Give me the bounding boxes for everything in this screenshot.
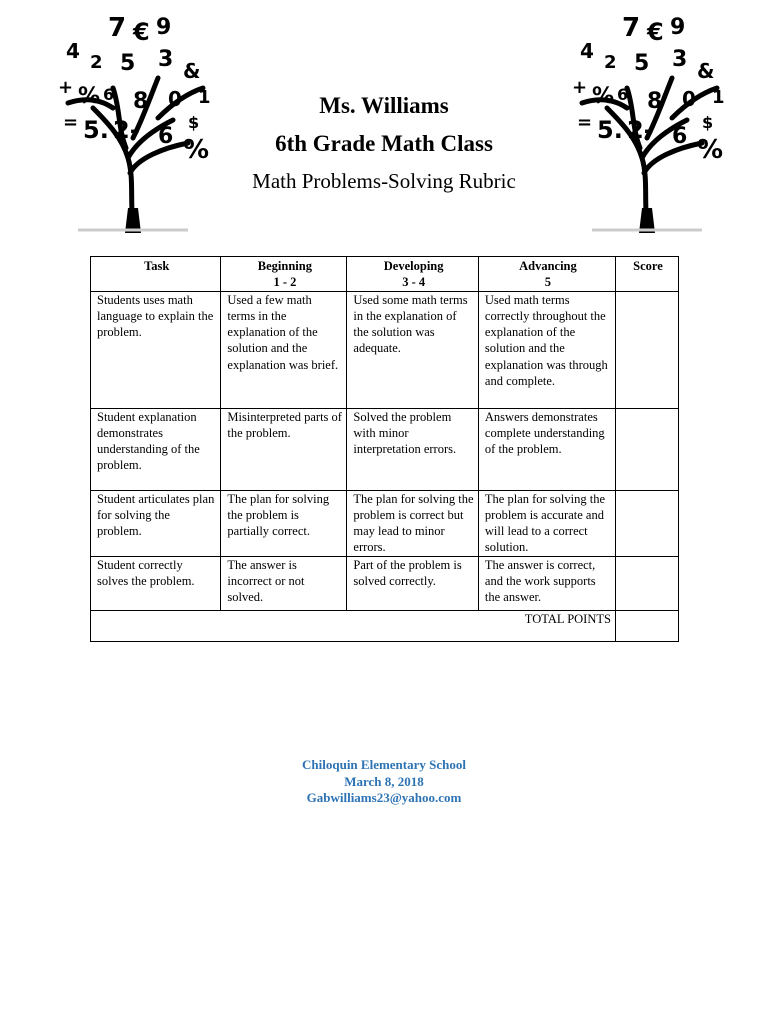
- score-cell[interactable]: [615, 490, 678, 556]
- number-tree-right-graphic: [552, 8, 742, 233]
- header-developing: [347, 257, 479, 292]
- tree-glyph: 7: [622, 13, 641, 43]
- tree-glyph: %: [78, 84, 101, 109]
- table-row: [91, 408, 679, 490]
- tree-glyph: 4: [580, 39, 594, 63]
- tree-glyph: 5.: [597, 116, 623, 144]
- task-cell: Student correctly solves the problem.: [91, 556, 221, 610]
- header-developing-label: Developing: [383, 259, 444, 273]
- developing-cell: Part of the problem is solved correctly.: [347, 556, 479, 610]
- header-advancing-range: 5: [544, 275, 552, 290]
- school-name: Chiloquin Elementary School: [302, 757, 466, 772]
- tree-glyph: 2-: [627, 116, 654, 144]
- tree-glyph: 3: [672, 47, 688, 72]
- document-date: March 8, 2018: [344, 773, 424, 789]
- score-cell[interactable]: [615, 408, 678, 490]
- tree-glyph: €: [647, 18, 664, 46]
- number-tree-right-icon: [552, 8, 742, 233]
- tree-glyph: €: [133, 18, 150, 46]
- total-row: [91, 610, 679, 641]
- advancing-cell: The plan for solving the problem is accurate and will lead to a correct solution.: [478, 490, 615, 556]
- task-cell: Student articulates plan for solving the problem.: [91, 490, 221, 556]
- tree-glyph: 5.: [83, 116, 109, 144]
- developing-cell: Used some math terms in the explanation of the solution was adequate.: [347, 291, 479, 408]
- tree-glyph: 2: [604, 52, 617, 73]
- tree-glyph: 6: [617, 85, 629, 104]
- tree-glyph: 1: [712, 87, 725, 108]
- score-cell[interactable]: [615, 291, 678, 408]
- header-beginning-range: 1 - 2: [273, 275, 297, 290]
- tree-glyph: %: [592, 84, 615, 109]
- beginning-cell: Used a few math terms in the explanation of the solution and the explanation was brief.: [221, 291, 347, 408]
- tree-glyph: 6: [103, 85, 115, 104]
- tree-glyph: 2: [90, 52, 103, 73]
- tree-glyph: =: [63, 112, 79, 133]
- table-row: [91, 490, 679, 556]
- tree-glyph: 6: [158, 124, 174, 149]
- tree-glyph: 8: [133, 89, 149, 114]
- header-advancing-label: Advancing: [519, 259, 577, 273]
- tree-glyph: 4: [66, 39, 80, 63]
- developing-cell: The plan for solving the problem is correct but may lead to minor errors.: [347, 490, 479, 556]
- header-developing-range: 3 - 4: [402, 275, 426, 290]
- tree-glyph: &: [697, 59, 715, 83]
- tree-glyph: 0: [168, 87, 182, 111]
- contact-email[interactable]: Gabwilliams23@yahoo.com: [306, 790, 462, 805]
- advancing-cell: The answer is correct, and the work supports the answer.: [478, 556, 615, 610]
- table-row: [91, 556, 679, 610]
- beginning-cell: The answer is incorrect or not solved.: [221, 556, 347, 610]
- tree-glyph: +: [572, 77, 588, 98]
- developing-cell: Solved the problem with minor interpretation errors.: [347, 408, 479, 490]
- tree-glyph: 3: [158, 47, 174, 72]
- tree-glyph: 0: [682, 87, 696, 111]
- tree-glyph: 8: [647, 89, 663, 114]
- rubric-title: Math Problems-Solving Rubric: [252, 169, 516, 193]
- class-name: 6th Grade Math Class: [275, 131, 493, 156]
- tree-glyph: 2-: [113, 116, 140, 144]
- header-score-label: Score: [633, 259, 663, 273]
- beginning-cell: Misinterpreted parts of the problem.: [221, 408, 347, 490]
- table-header-row: [91, 257, 679, 292]
- tree-glyph: %: [183, 135, 210, 165]
- advancing-cell: Used math terms correctly throughout the explanation of the solution and the explanation was through and complete.: [478, 291, 615, 408]
- task-cell: Student explanation demonstrates understanding of the problem.: [91, 408, 221, 490]
- header-beginning-label: Beginning: [257, 259, 312, 273]
- tree-glyph: 1: [198, 87, 211, 108]
- tree-glyph: 9: [156, 15, 172, 40]
- tree-glyph: 7: [108, 13, 127, 43]
- header-beginning: [221, 257, 347, 292]
- table-row: [91, 291, 679, 408]
- header-advancing: [478, 257, 615, 292]
- score-cell[interactable]: [615, 556, 678, 610]
- tree-glyph: %: [697, 135, 724, 165]
- beginning-cell: The plan for solving the problem is partially correct.: [221, 490, 347, 556]
- header-score: [615, 257, 678, 292]
- header-task-label: Task: [144, 259, 170, 273]
- advancing-cell: Answers demonstrates complete understanding of the problem.: [478, 408, 615, 490]
- tree-glyph: 5: [120, 51, 136, 76]
- task-cell: Students uses math language to explain the problem.: [91, 291, 221, 408]
- tree-glyph: 9: [670, 15, 686, 40]
- document-header: [200, 90, 568, 196]
- header-task: [91, 257, 221, 292]
- tree-glyph: &: [183, 59, 201, 83]
- total-points-label: TOTAL POINTS: [91, 610, 616, 641]
- tree-glyph: 6: [672, 124, 688, 149]
- tree-glyph: +: [58, 77, 74, 98]
- tree-glyph: $: [702, 113, 714, 132]
- teacher-name: Ms. Williams: [319, 93, 449, 118]
- tree-glyph: 5: [634, 51, 650, 76]
- tree-glyph: =: [577, 112, 593, 133]
- document-footer: [200, 757, 568, 807]
- rubric-table: [90, 256, 679, 642]
- total-score-cell[interactable]: [615, 610, 678, 641]
- tree-glyph: $: [188, 113, 200, 132]
